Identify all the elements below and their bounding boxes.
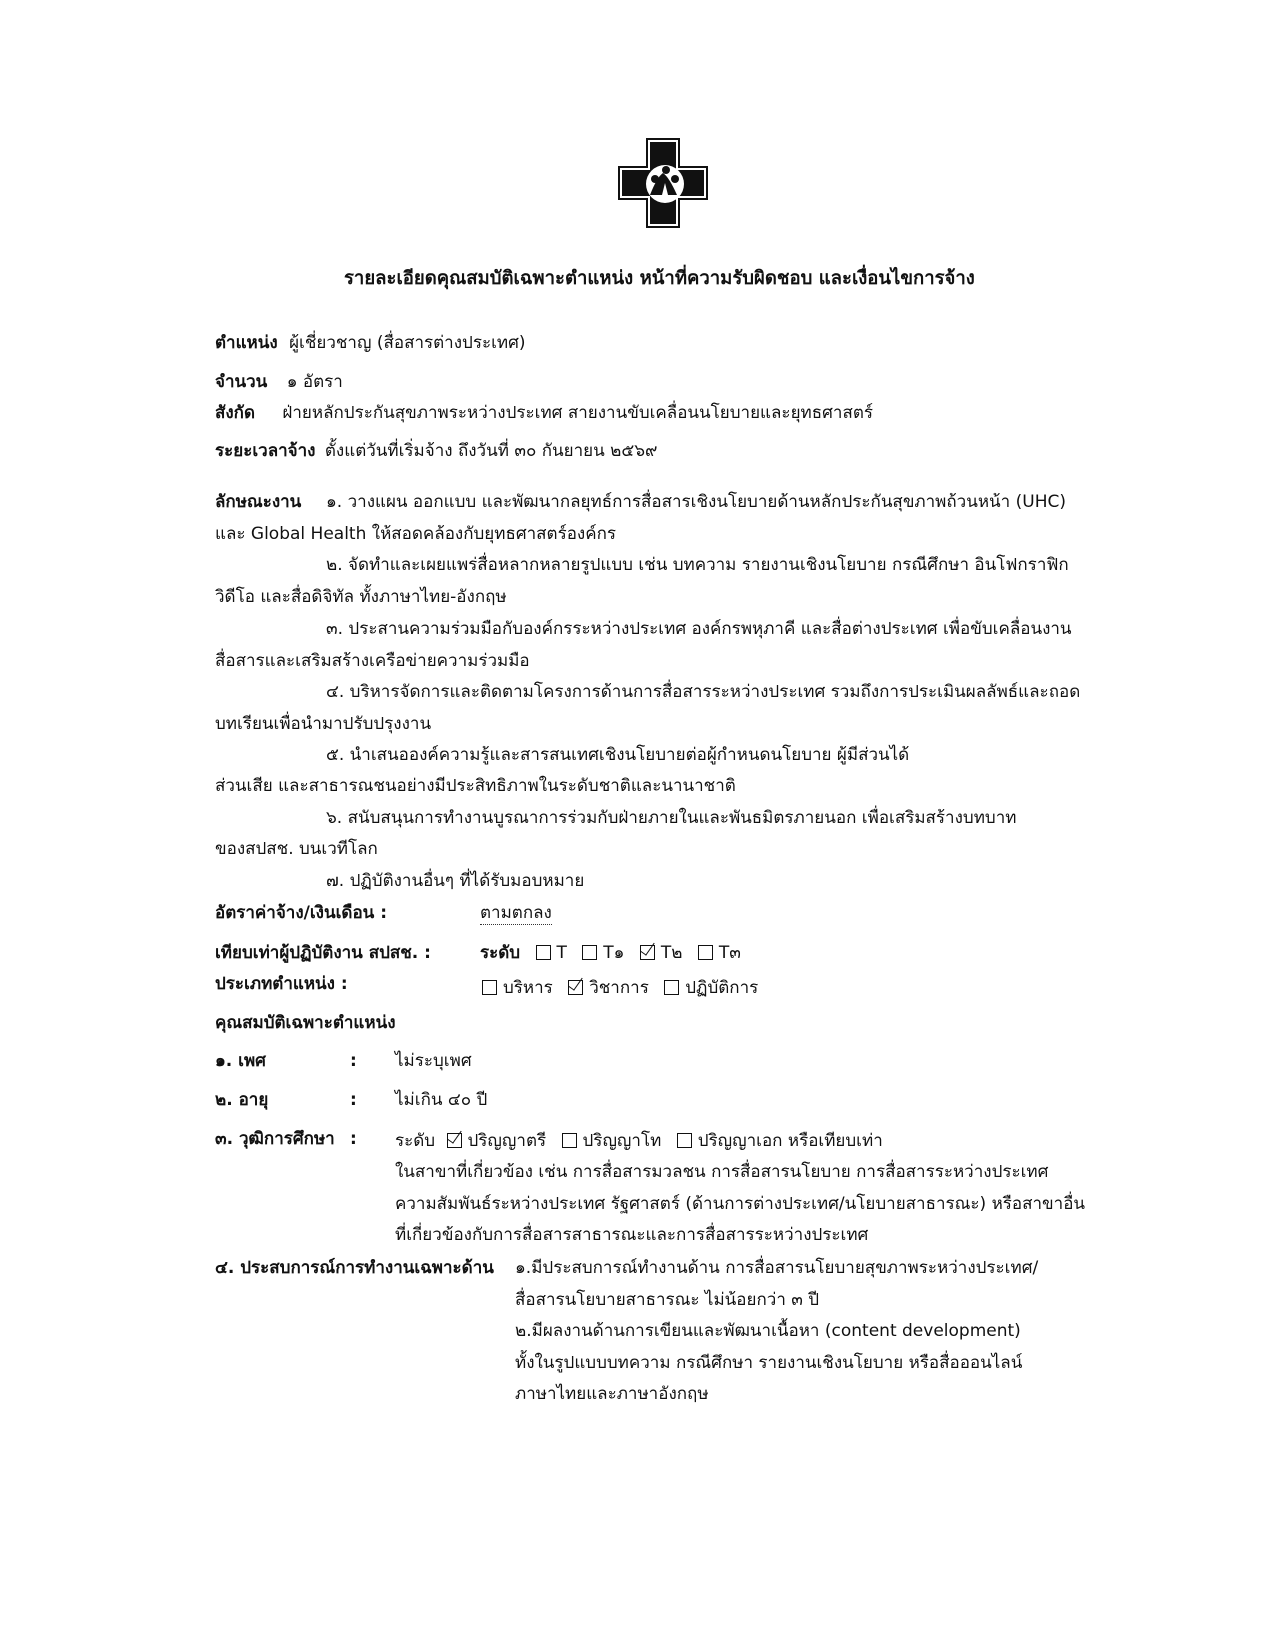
age-label: ๒. อายุ (215, 1090, 269, 1110)
job-line-3-cont: สื่อสารและเสริมสร้างเครือข่ายความร่วมมือ (215, 651, 530, 671)
level-t3-checkbox[interactable] (698, 945, 713, 960)
job-line-6: ๖. สนับสนุนการทำงานบูรณาการร่วมกับฝ่ายภายในและพันธมิตรภายนอก เพื่อเสริมสร้างบทบาท (326, 808, 1017, 828)
master-checkbox[interactable] (562, 1133, 577, 1148)
health-cross-logo-icon (617, 137, 709, 229)
period-label: ระยะเวลาจ้าง (215, 441, 316, 461)
gender-colon: : (350, 1051, 357, 1071)
job-line-3: ๓. ประสานความร่วมมือกับองค์กรระหว่างประเทศ องค์กรพหุภาคี และสื่อต่างประเทศ เพื่อขับเคลื่อนงาน (326, 619, 1072, 639)
education-label: ๓. วุฒิการศึกษา (215, 1129, 335, 1149)
position-type-label: ประเภทตำแหน่ง : (215, 974, 348, 994)
education-line-1: ในสาขาที่เกี่ยวข้อง เช่น การสื่อสารมวลชน การสื่อสารนโยบาย การสื่อสารระหว่างประเทศ (395, 1162, 1049, 1182)
position-field (215, 332, 526, 354)
salary-value: ตามตกลง (480, 903, 552, 923)
department-value: ฝ่ายหลักประกันสุขภาพระหว่างประเทศ สายงานขับเคลื่อนนโยบายและยุทธศาสตร์ (282, 403, 873, 423)
department-label: สังกัด (215, 403, 256, 423)
job-line-1-cont: และ Global Health ให้สอดคล้องกับยุทธศาสตร์องค์กร (215, 524, 617, 544)
count-field (215, 371, 343, 393)
level-t2-checkbox[interactable] (640, 945, 655, 960)
level-t-label: T (556, 943, 567, 963)
job-line-2-cont: วิดีโอ และสื่อดิจิทัล ทั้งภาษาไทย-อังกฤษ (215, 587, 507, 607)
education-options (395, 1130, 893, 1152)
master-label: ปริญญาโท (582, 1131, 662, 1151)
position-type-options (482, 977, 768, 999)
type-operation-label: ปฏิบัติการ (685, 978, 759, 998)
experience-line-2: สื่อสารนโยบายสาธารณะ ไม่น้อยกว่า ๓ ปี (515, 1290, 820, 1310)
gender-value: ไม่ระบุเพศ (395, 1051, 472, 1071)
level-prefix: ระดับ (480, 943, 521, 963)
qualifications-heading: คุณสมบัติเฉพาะตำแหน่ง (215, 1013, 396, 1033)
level-t2-label: T๒ (660, 943, 683, 963)
gender-label: ๑. เพศ (215, 1051, 266, 1071)
job-line-7: ๗. ปฏิบัติงานอื่นๆ ที่ได้รับมอบหมาย (326, 871, 585, 891)
equivalent-level-options (480, 942, 751, 964)
salary-label: อัตราค่าจ้าง/เงินเดือน : (215, 903, 387, 923)
type-academic-label: วิชาการ (589, 978, 649, 998)
equivalent-level-label: เทียบเท่าผู้ปฏิบัติงาน สปสช. : (215, 943, 431, 963)
education-line-2: ความสัมพันธ์ระหว่างประเทศ รัฐศาสตร์ (ด้านการต่างประเทศ/นโยบายสาธารณะ) หรือสาขาอื่น (395, 1194, 1086, 1214)
age-colon: : (350, 1090, 357, 1110)
bachelor-checkbox[interactable] (447, 1133, 462, 1148)
job-line-1: ๑. วางแผน ออกแบบ และพัฒนากลยุทธ์การสื่อสารเชิงนโยบายด้านหลักประกันสุขภาพถ้วนหน้า (UHC) (326, 492, 1066, 512)
experience-label: ๔. ประสบการณ์การทำงานเฉพาะด้าน (215, 1258, 494, 1278)
job-line-5: ๕. นำเสนอองค์ความรู้และสารสนเทศเชิงนโยบายต่อผู้กำหนดนโยบาย ผู้มีส่วนได้ (326, 745, 910, 765)
job-line-6-cont: ของสปสช. บนเวทีโลก (215, 839, 378, 859)
type-operation-checkbox[interactable] (664, 980, 679, 995)
education-prefix: ระดับ (395, 1131, 436, 1151)
doctorate-label: ปริญญาเอก หรือเทียบเท่า (697, 1131, 883, 1151)
experience-line-5: ภาษาไทยและภาษาอังกฤษ (515, 1384, 709, 1404)
position-value: ผู้เชี่ยวชาญ (สื่อสารต่างประเทศ) (289, 333, 526, 353)
level-t-checkbox[interactable] (536, 945, 551, 960)
type-admin-label: บริหาร (503, 978, 553, 998)
period-value: ตั้งแต่วันที่เริ่มจ้าง ถึงวันที่ ๓๐ กันยายน ๒๕๖๙ (324, 441, 658, 461)
experience-line-3: ๒.มีผลงานด้านการเขียนและพัฒนาเนื้อหา (content development) (515, 1321, 1021, 1341)
job-line-4-cont: บทเรียนเพื่อนำมาปรับปรุงงาน (215, 714, 432, 734)
level-t3-label: T๓ (718, 943, 741, 963)
bachelor-label: ปริญญาตรี (467, 1131, 547, 1151)
experience-line-4: ทั้งในรูปแบบบทความ กรณีศึกษา รายงานเชิงนโยบาย หรือสื่อออนไลน์ (515, 1353, 1023, 1373)
job-line-5-cont: ส่วนเสีย และสาธารณชนอย่างมีประสิทธิภาพในระดับชาติและนานาชาติ (215, 776, 736, 796)
level-t1-label: T๑ (603, 943, 625, 963)
type-academic-checkbox[interactable] (568, 980, 583, 995)
count-value: ๑ อัตรา (286, 372, 343, 392)
position-label: ตำแหน่ง (215, 333, 278, 353)
period-field (215, 440, 657, 462)
department-field (215, 402, 873, 424)
job-description-label: ลักษณะงาน (215, 492, 302, 512)
doctorate-checkbox[interactable] (677, 1133, 692, 1148)
experience-line-1: ๑.มีประสบการณ์ทำงานด้าน การสื่อสารนโยบายสุขภาพระหว่างประเทศ/ (515, 1258, 1039, 1278)
job-line-2: ๒. จัดทำและเผยแพร่สื่อหลากหลายรูปแบบ เช่น บทความ รายงานเชิงนโยบาย กรณีศึกษา อินโฟกราฟิก (326, 555, 1069, 575)
document-title: รายละเอียดคุณสมบัติเฉพาะตำแหน่ง หน้าที่ความรับผิดชอบ และเงื่อนไขการจ้าง (344, 268, 975, 289)
type-admin-checkbox[interactable] (482, 980, 497, 995)
job-line-4: ๔. บริหารจัดการและติดตามโครงการด้านการสื่อสารระหว่างประเทศ รวมถึงการประเมินผลลัพธ์และถอด (326, 682, 1081, 702)
count-label: จำนวน (215, 372, 268, 392)
education-colon: : (350, 1129, 357, 1149)
education-line-3: ที่เกี่ยวข้องกับการสื่อสารสาธารณะและการสื่อสารระหว่างประเทศ (395, 1225, 869, 1245)
level-t1-checkbox[interactable] (582, 945, 597, 960)
age-value: ไม่เกิน ๔๐ ปี (395, 1090, 488, 1110)
